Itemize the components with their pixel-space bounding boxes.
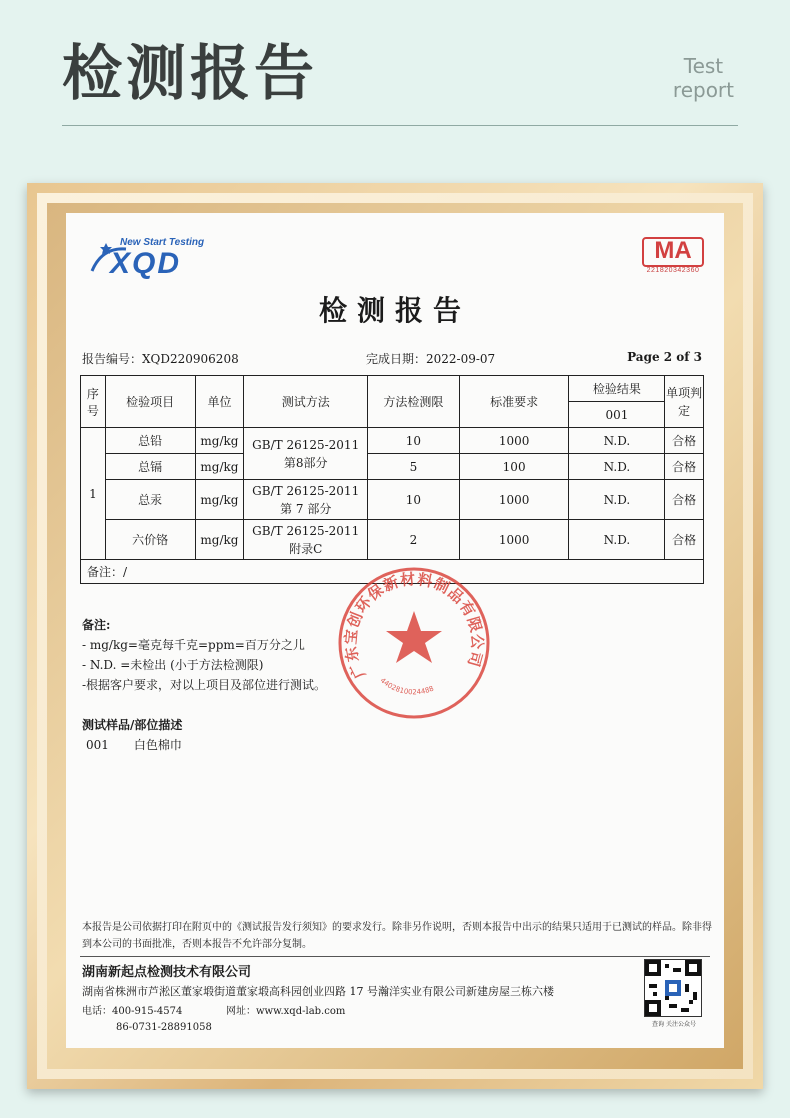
cma-mark-text: MA [642,237,704,267]
item-cell: 总铅 [105,428,195,454]
svg-text:广东宝创环保新材料制品有限公司: 广东宝创环保新材料制品有限公司 [341,570,487,682]
item-cell: 六价铬 [105,520,195,560]
method-cell: GB/T 26125-2011 附录C [244,520,368,560]
table-remark: 备注：/ [81,560,704,584]
header-item: 检验项目 [105,376,195,428]
item-cell: 总汞 [105,480,195,520]
subtitle-line-1: Test [683,54,724,78]
limit-cell: 10 [368,480,460,520]
unit-cell: mg/kg [195,428,244,454]
sample-row [82,735,182,755]
verdict-cell: 合格 [665,454,704,480]
sample-description: 白色棉巾 [133,738,182,752]
result-cell: N.D. [569,480,665,520]
verdict-cell: 合格 [665,428,704,454]
sample-title: 测试样品/部位描述 [82,718,183,732]
table-row [81,520,704,560]
xqd-logo [88,237,208,285]
standard-cell: 1000 [459,428,569,454]
method-cell: GB/T 26125-2011 第8部分 [244,428,368,480]
note-line: - N.D. =未检出 (小于方法检测限) [82,658,264,672]
company-phone-2: 86-0731-28891058 [116,1022,212,1033]
header-limit: 方法检测限 [368,376,460,428]
method-cell: GB/T 26125-2011 第 7 部分 [244,480,368,520]
page-subtitle [673,54,734,102]
qr-caption: 查询 关注公众号 [652,1021,696,1028]
sample-id: 001 [86,738,109,752]
standard-cell: 1000 [459,480,569,520]
unit-cell: mg/kg [195,520,244,560]
header-verdict: 单项判定 [665,376,704,428]
svg-text:4402810024488: 4402810024488 [378,676,435,697]
logo-tagline: New Start Testing [120,237,205,248]
limit-cell: 10 [368,428,460,454]
table-row [81,480,704,520]
company-seal-stamp [334,563,494,723]
notes-title: 备注: [82,618,111,632]
report-statement: 本报告是公司依据打印在附页中的《测试报告发行须知》的要求发行。除非另作说明，否则本报告中出示的结果只适用于已测试的样品。除非得到本公司的书面批准，否则本报告不允许部分复制。 [82,922,712,950]
header-result: 检验结果 [569,376,665,402]
limit-cell: 2 [368,520,460,560]
cma-mark [642,237,704,277]
standard-cell: 100 [459,454,569,480]
header-sample-id: 001 [569,402,665,428]
unit-cell: mg/kg [195,480,244,520]
subtitle-line-2: report [672,78,734,102]
header-divider [62,125,738,126]
company-name: 湖南新起点检测技术有限公司 [82,965,252,980]
header-unit: 单位 [195,376,244,428]
company-phone: 电话：400-915-4574 [82,1006,183,1017]
company-address: 湖南省株洲市芦淞区董家塅街道董家塅高科园创业四路 17 号瀚洋实业有限公司新建房屋三栋六楼 [82,985,554,998]
notes-section [82,615,326,695]
cma-number: 221820342360 [646,267,700,274]
table-row [81,454,704,480]
item-cell: 总镉 [105,454,195,480]
verdict-cell: 合格 [665,480,704,520]
results-table [80,375,704,584]
limit-cell: 5 [368,454,460,480]
completion-date: 完成日期：2022-09-07 [366,352,496,366]
test-report-document [66,213,724,1048]
header-method: 测试方法 [244,376,368,428]
company-website: 网址：www.xqd-lab.com [226,1006,346,1017]
header-standard: 标准要求 [459,376,569,428]
result-cell: N.D. [569,454,665,480]
result-cell: N.D. [569,428,665,454]
qr-code-icon [644,959,702,1017]
logo-brand: XQD [110,247,182,280]
group-number: 1 [81,428,106,560]
standard-cell: 1000 [459,520,569,560]
report-number: 报告编号：XQD220906208 [82,352,239,366]
table-header-row [81,376,704,402]
unit-cell: mg/kg [195,454,244,480]
verdict-cell: 合格 [665,520,704,560]
report-title: 检测报告 [318,294,471,327]
sample-section [82,715,182,755]
note-line: -根据客户要求，对以上项目及部位进行测试。 [82,678,327,692]
footer-divider [80,956,710,957]
header-no: 序号 [81,376,106,428]
note-line: - mg/kg=毫克每千克=ppm=百万分之儿 [82,638,305,652]
page-title: 检测报告 [62,39,318,109]
result-cell: N.D. [569,520,665,560]
page-number: Page 2 of 3 [627,350,702,364]
table-row [81,428,704,454]
